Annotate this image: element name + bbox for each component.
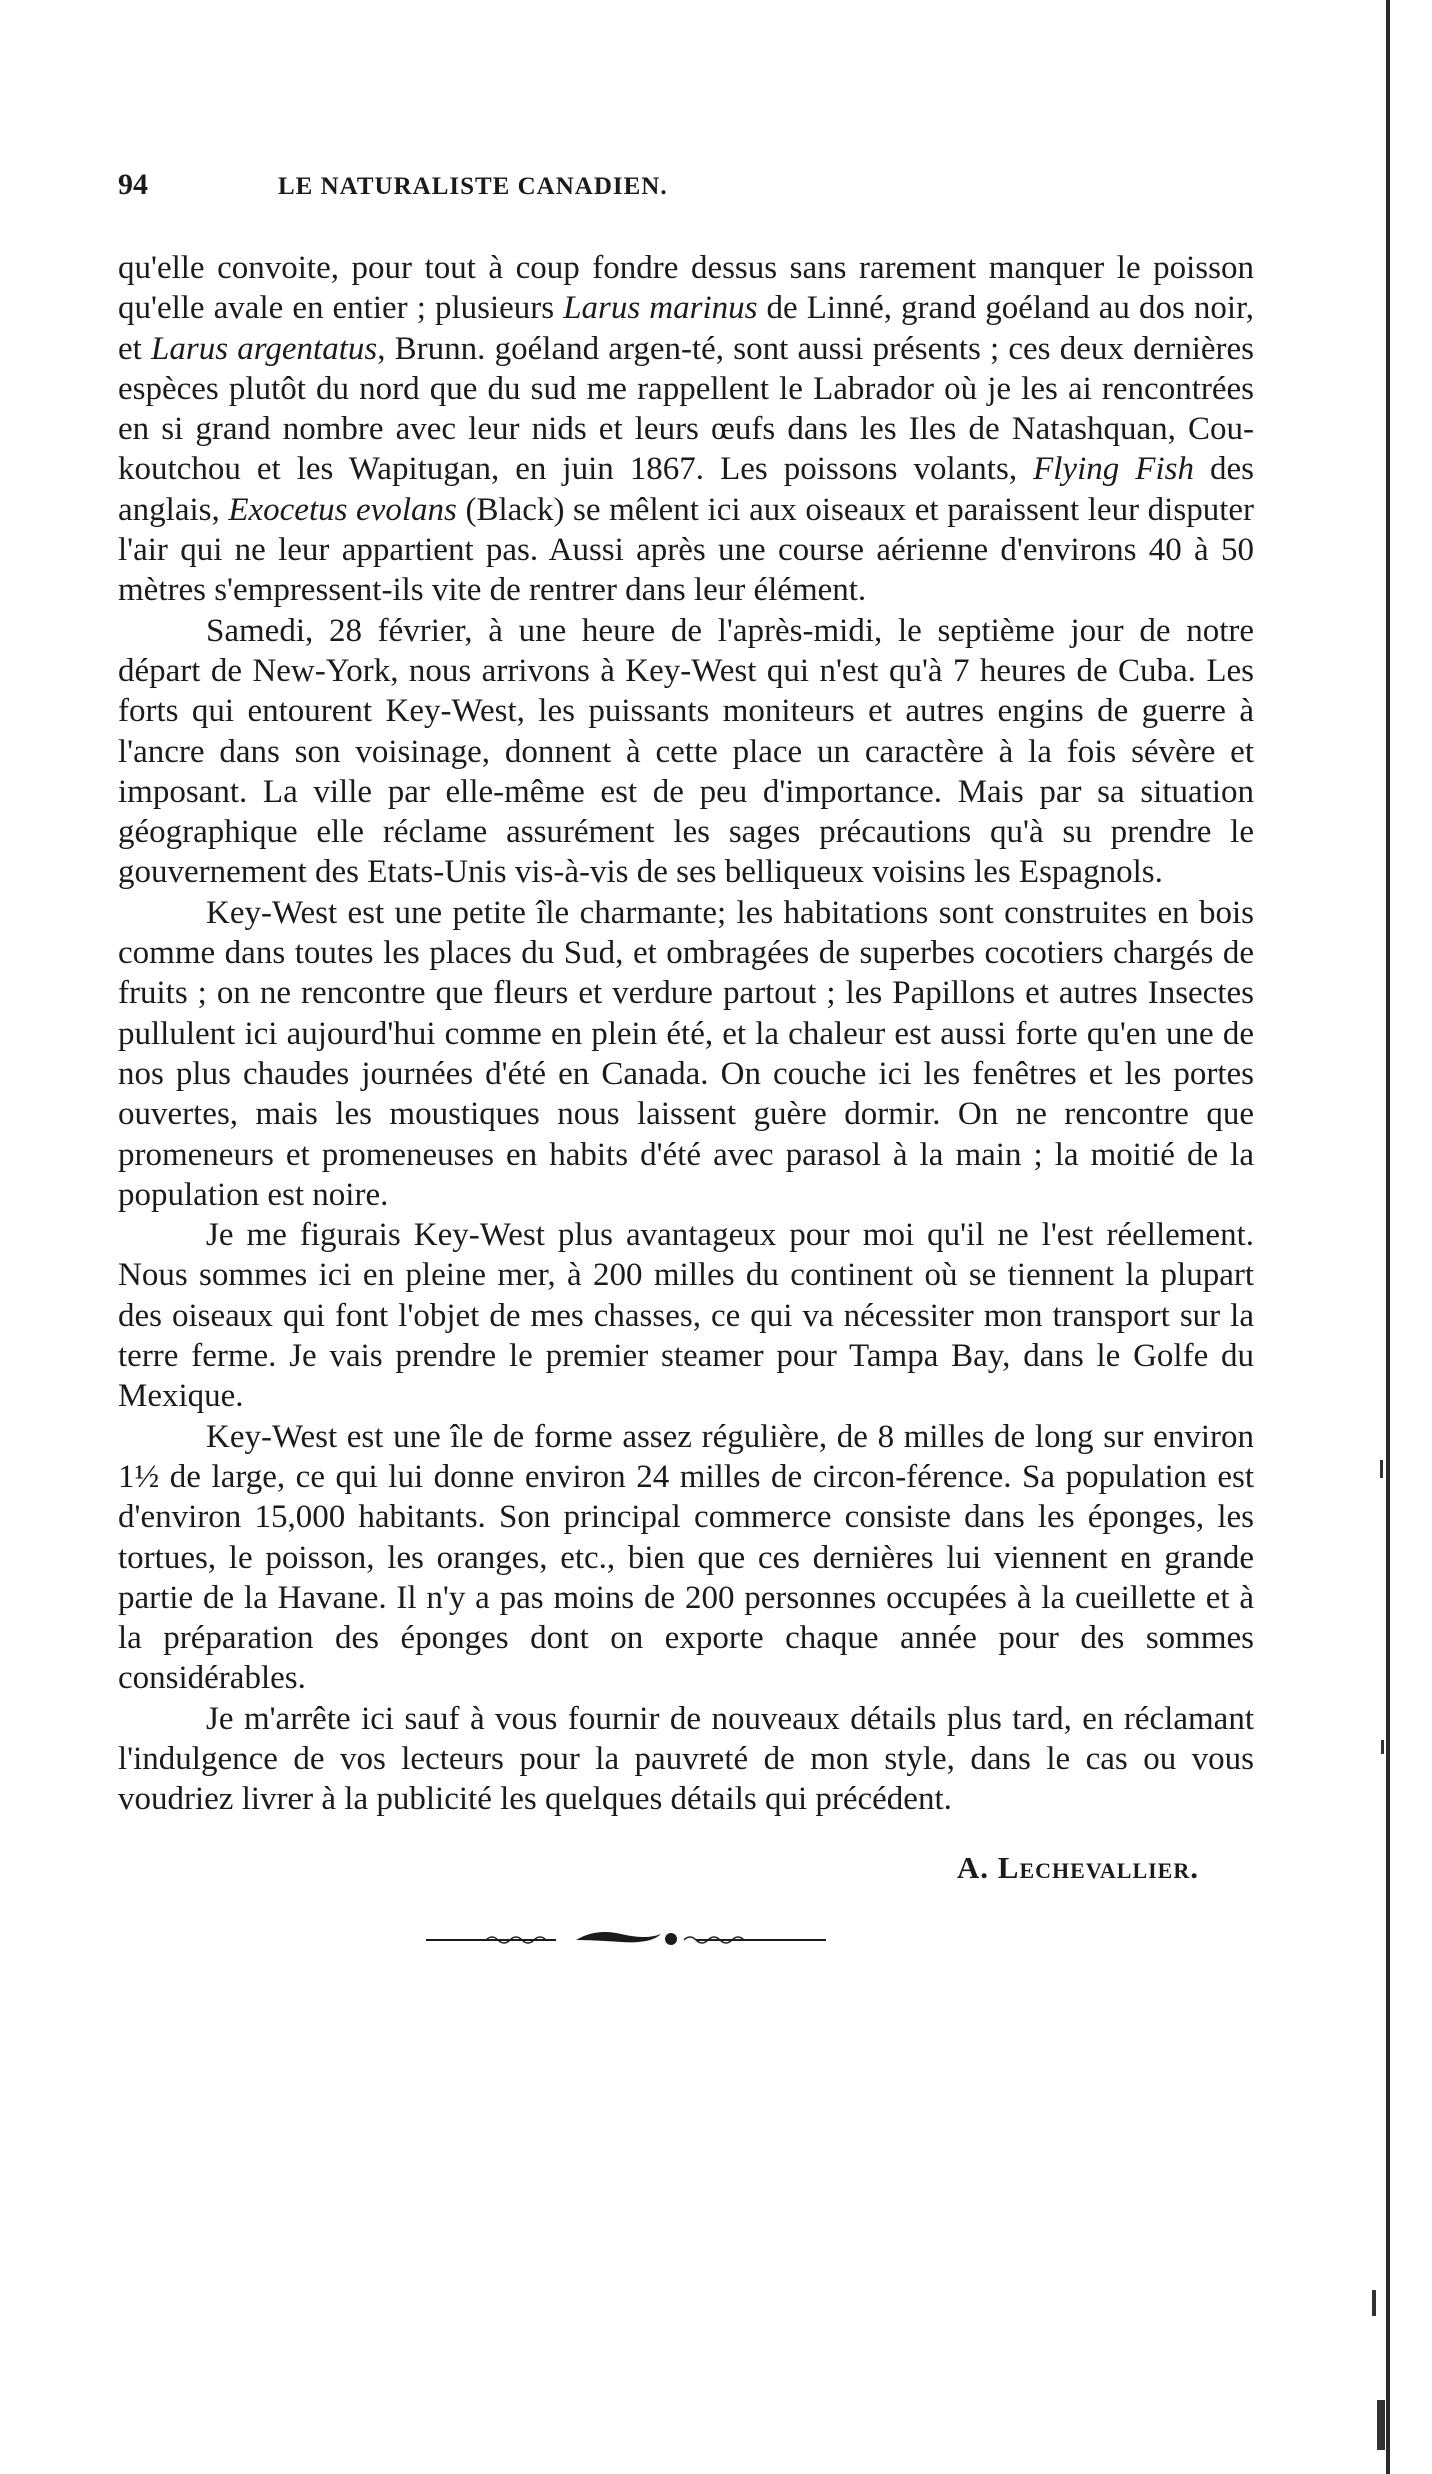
- author-signature: A. Lechevallier.: [956, 1849, 1199, 1885]
- paragraph: [118, 611, 1254, 893]
- italic-term: Flying Fish: [1033, 451, 1194, 488]
- page-header: [118, 168, 1254, 208]
- text-run: Key-West est une île de forme assez régulière, de 8 milles de long sur environ 1½ de large, ce qui lui donne environ 24 milles de circon-férence. Sa population est d'environ 15,000 habitants. Son principal commerce consiste dans les éponges, les tortues, le poisson, les oranges, etc., bien que ces dernières lui viennent en grande partie de la Havane. Il n'y a pas moins de 200 personnes occupées à la cueillette et à la préparation des éponges dont on exporte chaque année pour des sommes considérables.: [118, 1418, 1254, 1697]
- text-run: , Brunn. goéland argen-té, sont aussi présents ; ces deux dernières espèces plutôt du nord que du sud me rappellent le Labrador où je les ai rencontrées en si grand nombre avec leur nids et leurs œufs dans les Iles de Natashquan, Cou-koutchou et les Wapitugan, en juin 1867. Les poissons volants,: [118, 330, 1254, 488]
- scan-speck: [1372, 2290, 1376, 2316]
- text-run: qu'elle convoite, pour tout à coup fondre dessus sans rarement manquer le poisson qu'elle avale en entier ; plusieurs: [118, 250, 1254, 327]
- scan-speck: [1381, 1740, 1384, 1754]
- paragraph: [118, 1699, 1254, 1820]
- scan-speck: [1380, 1460, 1383, 1478]
- paragraph: [118, 893, 1254, 1215]
- text-run: de Linné, grand goéland au dos noir, et: [118, 290, 1254, 367]
- running-title: LE NATURALISTE CANADIEN.: [278, 173, 668, 200]
- italic-term: Larus argentatus: [151, 330, 378, 367]
- page-number: 94: [118, 168, 148, 201]
- book-page: [118, 168, 1254, 1952]
- printers-flourish-ornament: [118, 1928, 1254, 1952]
- text-run: (Black) se mêlent ici aux oiseaux et paraissent leur disputer l'air qui ne leur appartient pas. Aussi après une course aérienne d'environs 40 à 50 mètres s'empressent-ils vite de rentrer dans leur élément.: [118, 491, 1254, 609]
- italic-term: Exocetus evolans: [228, 491, 457, 528]
- text-run: Key-West est une petite île charmante; les habitations sont construites en bois comme dans toutes les places du Sud, et ombragées de superbes cocotiers chargés de fruits ; on ne rencontre que fleurs et verdure partout ; les Papillons et autres Insectes pullulent ici aujourd'hui comme en plein été, et la chaleur est aussi forte qu'en une de nos plus chaudes journées d'été en Canada. On couche ici les fenêtres et les portes ouvertes, mais les moustiques nous laissent guère dormir. On ne rencontre que promeneurs et promeneuses en habits d'été avec parasol à la main ; la moitié de la population est noire.: [118, 894, 1254, 1213]
- text-run: Je me figurais Key-West plus avantageux pour moi qu'il ne l'est réellement. Nous sommes ici en pleine mer, à 200 milles du continent où se tiennent la plupart des oiseaux qui font l'objet de mes chasses, ce qui va nécessiter mon transport sur la terre ferme. Je vais prendre le premier steamer pour Tampa Bay, dans le Golfe du Mexique.: [118, 1217, 1254, 1415]
- paragraph: [118, 1215, 1254, 1416]
- italic-term: Larus marinus: [563, 290, 758, 327]
- text-run: des anglais,: [118, 451, 1254, 528]
- article-body: [118, 248, 1254, 1820]
- scan-speck: [1377, 2400, 1385, 2450]
- paragraph: [118, 248, 1254, 611]
- scan-edge-rule: [1386, 0, 1390, 2474]
- paragraph: [118, 1417, 1254, 1699]
- text-run: Samedi, 28 février, à une heure de l'après-midi, le septième jour de notre départ de New-York, nous arrivons à Key-West qui n'est qu'à 7 heures de Cuba. Les forts qui entourent Key-West, les puissants moniteurs et autres engins de guerre à l'ancre dans son voisinage, donnent à cette place un caractère à la fois sévère et imposant. La ville par elle-même est de peu d'importance. Mais par sa situation géographique elle réclame assurément les sages précautions qu'à su prendre le gouvernement des Etats-Unis vis-à-vis de ses belliqueux voisins les Espagnols.: [118, 612, 1254, 891]
- text-run: Je m'arrête ici sauf à vous fournir de nouveaux détails plus tard, en réclamant l'indulgence de vos lecteurs pour la pauvreté de mon style, dans le cas ou vous voudriez livrer à la publicité les quelques détails qui précédent.: [118, 1700, 1254, 1818]
